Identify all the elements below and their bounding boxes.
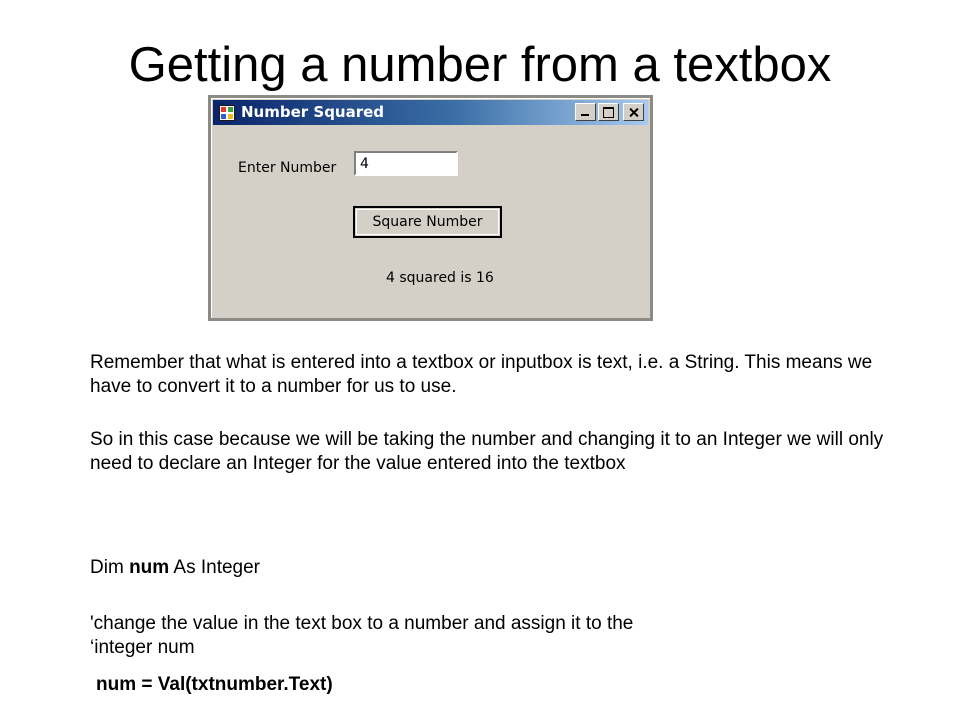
code-assign-line: num = Val(txtnumber.Text) — [96, 674, 333, 695]
explanation-paragraph-1: Remember that what is entered into a textbox or inputbox is text, i.e. a String. This means we have to convert it to a number for us to use. — [90, 352, 873, 397]
code-comment-line-2: ‘integer num — [90, 637, 195, 658]
code-dim-variable: num — [129, 557, 170, 578]
code-dim-suffix: As Integer — [169, 557, 261, 578]
number-input[interactable] — [354, 151, 458, 176]
close-icon[interactable] — [623, 103, 644, 121]
code-comment — [90, 612, 890, 660]
number-squared-window — [208, 95, 653, 321]
enter-number-label: Enter Number — [238, 160, 337, 176]
explanation-paragraph-2: So in this case because we will be taking the number and changing it to an Integer we will only need to declare an Integer for the value entered into the textbox — [90, 429, 884, 474]
code-comment-line-1: 'change the value in the text box to a number and assign it to the — [90, 613, 634, 634]
maximize-icon[interactable] — [598, 103, 619, 121]
result-label: 4 squared is 16 — [386, 270, 494, 286]
slide-title: Getting a number from a textbox — [128, 38, 832, 92]
code-dim-prefix: Dim — [90, 557, 130, 578]
app-icon — [219, 105, 235, 121]
square-number-button[interactable]: Square Number — [353, 206, 502, 238]
window-title: Number Squared — [241, 103, 385, 121]
minimize-icon[interactable] — [575, 103, 596, 121]
caption-buttons — [575, 103, 644, 121]
window-titlebar[interactable] — [213, 100, 648, 125]
code-dim-line — [90, 556, 890, 580]
